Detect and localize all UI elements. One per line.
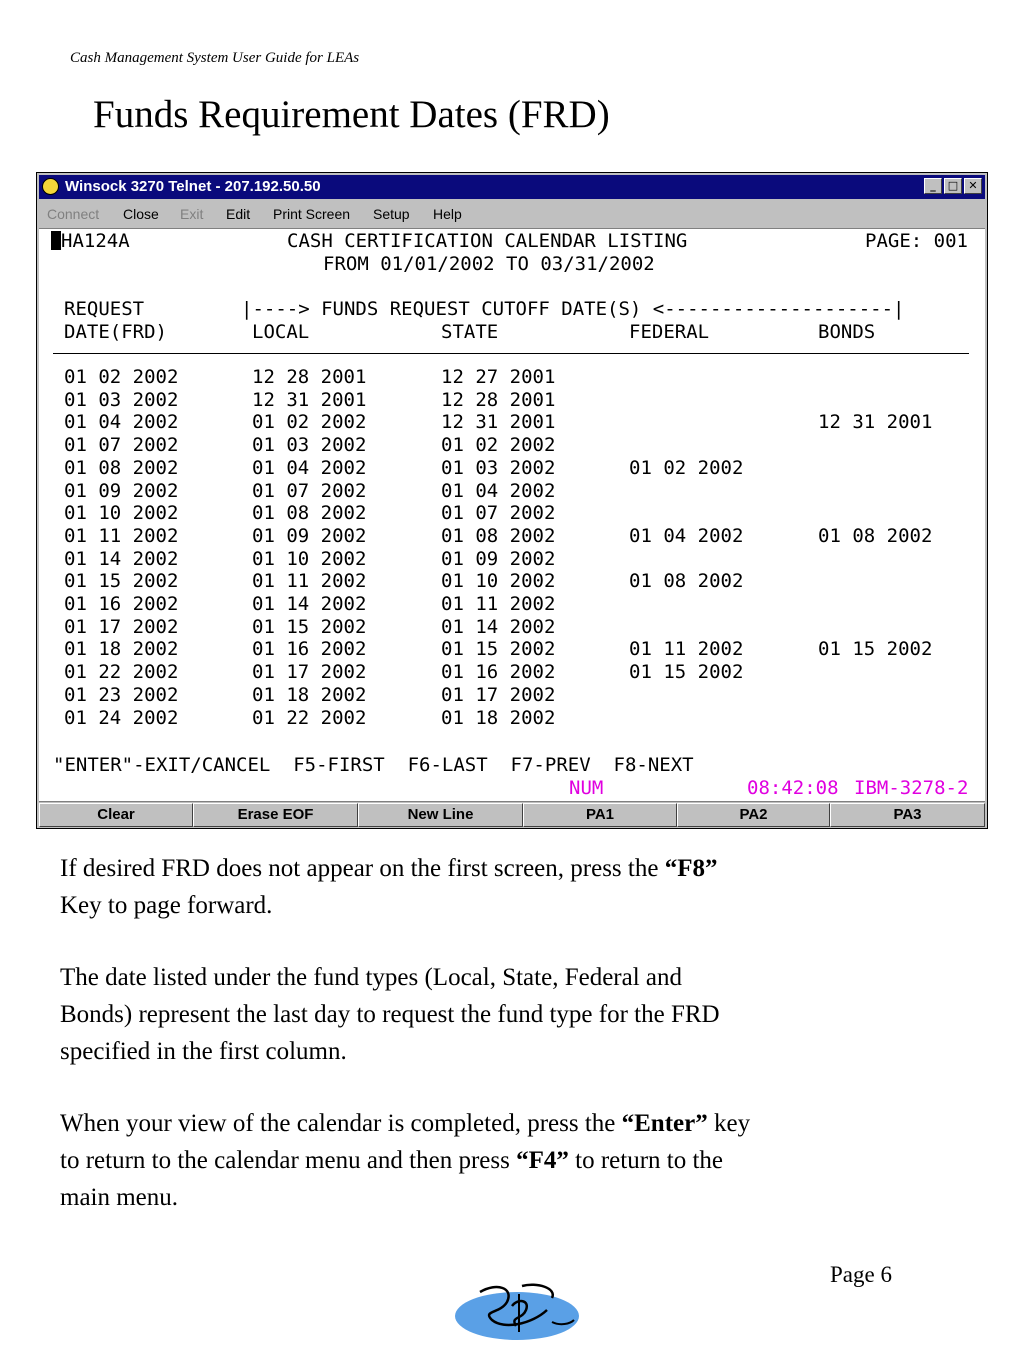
table-row xyxy=(39,661,985,684)
cell-federal: 01 15 2002 xyxy=(629,661,744,684)
col-bonds: BONDS xyxy=(818,321,876,343)
cell-frd: 01 15 2002 xyxy=(64,570,179,593)
menu-connect[interactable]: Connect xyxy=(47,206,100,222)
cell-state: 01 16 2002 xyxy=(441,661,556,684)
cell-local: 01 04 2002 xyxy=(252,456,367,479)
cell-local: 01 22 2002 xyxy=(252,706,367,729)
cell-state: 01 18 2002 xyxy=(441,706,556,729)
new-line-button[interactable]: New Line xyxy=(358,803,523,827)
table-row xyxy=(39,638,985,661)
page-number: Page 6 xyxy=(830,1262,892,1287)
function-key-bar xyxy=(39,801,985,828)
status-terminal: IBM-3278-2 xyxy=(854,777,969,799)
cell-state: 01 15 2002 xyxy=(441,638,556,661)
cell-bonds: 12 31 2001 xyxy=(818,411,933,434)
cell-frd: 01 16 2002 xyxy=(64,593,179,615)
pa2-button[interactable]: PA2 xyxy=(677,803,830,827)
cell-local: 01 08 2002 xyxy=(252,502,367,525)
cell-frd: 01 02 2002 xyxy=(64,366,179,388)
title-bar[interactable] xyxy=(39,175,985,199)
cell-state: 12 31 2001 xyxy=(441,411,556,434)
cell-frd: 01 07 2002 xyxy=(64,434,179,457)
cell-federal: 01 04 2002 xyxy=(629,524,744,547)
dollar-logo-icon xyxy=(452,1280,582,1342)
text-cursor xyxy=(51,231,61,250)
col-local: LOCAL xyxy=(252,321,310,343)
p2-line-2: Bonds) represent the last day to request the fund type for the FRD xyxy=(60,1001,720,1028)
cell-local: 12 28 2001 xyxy=(252,366,367,388)
cell-state: 12 28 2001 xyxy=(441,388,556,411)
erase-eof-button[interactable]: Erase EOF xyxy=(193,803,358,827)
table-row xyxy=(39,684,985,707)
cell-frd: 01 04 2002 xyxy=(64,411,179,434)
cell-local: 01 10 2002 xyxy=(252,547,367,570)
cell-state: 01 14 2002 xyxy=(441,615,556,638)
page-title: Funds Requirement Dates (FRD) xyxy=(93,93,610,136)
cell-federal: 01 02 2002 xyxy=(629,456,744,479)
paragraph-fund-dates xyxy=(60,959,920,1070)
table-row xyxy=(39,570,985,593)
paragraph-page-forward xyxy=(60,850,920,924)
cutoff-banner: |----> FUNDS REQUEST CUTOFF DATE(S) <--------------------| xyxy=(241,298,905,320)
window-title: Winsock 3270 Telnet - 207.192.50.50 xyxy=(65,178,321,195)
close-button[interactable]: ✕ xyxy=(964,178,982,194)
status-time: 08:42:08 xyxy=(747,777,839,799)
menu-setup[interactable]: Setup xyxy=(373,206,410,222)
menu-close[interactable]: Close xyxy=(123,206,159,222)
col-federal: FEDERAL xyxy=(629,321,710,343)
window-controls xyxy=(924,178,982,194)
table-row xyxy=(39,616,985,639)
cell-state: 01 07 2002 xyxy=(441,502,556,525)
table-row xyxy=(39,707,985,730)
pa3-button[interactable]: PA3 xyxy=(830,803,985,827)
clear-button[interactable]: Clear xyxy=(39,803,193,827)
table-row xyxy=(39,593,985,616)
screen-id: HA124A xyxy=(61,230,130,252)
p3-text-5: main menu. xyxy=(60,1184,179,1211)
col-request: REQUEST xyxy=(64,298,145,320)
cell-bonds: 01 08 2002 xyxy=(818,524,933,547)
cell-frd: 01 18 2002 xyxy=(64,638,179,661)
cell-local: 01 16 2002 xyxy=(252,638,367,661)
cell-local: 01 03 2002 xyxy=(252,434,367,457)
p1-text: If desired FRD does not appear on the first screen, press the xyxy=(60,855,665,882)
cell-local: 01 02 2002 xyxy=(252,411,367,434)
maximize-button[interactable]: □ xyxy=(944,178,962,194)
p2-line-3: specified in the first column. xyxy=(60,1038,347,1065)
cell-state: 01 03 2002 xyxy=(441,456,556,479)
p1-text-end: Key to page forward. xyxy=(60,892,273,919)
cell-state: 12 27 2001 xyxy=(441,366,556,388)
table-row xyxy=(39,434,985,457)
p3-enter-key: “Enter” xyxy=(621,1110,708,1137)
status-num: NUM xyxy=(569,777,604,799)
cell-local: 01 14 2002 xyxy=(252,593,367,615)
table-row xyxy=(39,457,985,480)
cell-federal: 01 11 2002 xyxy=(629,638,744,661)
table-row xyxy=(39,389,985,412)
p3-text-4: to return to the xyxy=(568,1147,724,1174)
table-row xyxy=(39,411,985,434)
cell-frd: 01 08 2002 xyxy=(64,456,179,479)
p2-line-1: The date listed under the fund types (Local, State, Federal and xyxy=(60,964,683,991)
cell-frd: 01 14 2002 xyxy=(64,547,179,570)
cell-frd: 01 11 2002 xyxy=(64,524,179,547)
date-range: FROM 01/01/2002 TO 03/31/2002 xyxy=(323,253,655,275)
cell-state: 01 17 2002 xyxy=(441,683,556,706)
cell-state: 01 10 2002 xyxy=(441,570,556,593)
p3-f4-key: “F4” xyxy=(516,1147,569,1174)
cell-local: 01 11 2002 xyxy=(252,570,367,593)
terminal-window xyxy=(36,172,988,829)
menu-bar xyxy=(39,201,985,227)
screen-heading: CASH CERTIFICATION CALENDAR LISTING xyxy=(287,230,688,252)
cell-frd: 01 24 2002 xyxy=(64,706,179,729)
header-divider xyxy=(53,353,969,354)
menu-exit[interactable]: Exit xyxy=(180,206,204,222)
cell-state: 01 08 2002 xyxy=(441,524,556,547)
app-icon xyxy=(42,178,59,195)
col-request-date: DATE(FRD) xyxy=(64,321,167,343)
cell-bonds: 01 15 2002 xyxy=(818,638,933,661)
table-row xyxy=(39,548,985,571)
cell-local: 01 17 2002 xyxy=(252,661,367,684)
cell-frd: 01 10 2002 xyxy=(64,502,179,525)
p3-text-2: key xyxy=(707,1110,751,1137)
table-row xyxy=(39,525,985,548)
cell-local: 12 31 2001 xyxy=(252,388,367,411)
menu-help[interactable]: Help xyxy=(433,206,462,222)
cell-frd: 01 22 2002 xyxy=(64,661,179,684)
cell-local: 01 15 2002 xyxy=(252,615,367,638)
screen-id-line xyxy=(51,230,130,253)
menu-print-screen[interactable]: Print Screen xyxy=(273,206,351,222)
cell-frd: 01 09 2002 xyxy=(64,479,179,502)
cell-frd: 01 17 2002 xyxy=(64,615,179,638)
cell-state: 01 02 2002 xyxy=(441,434,556,457)
menu-edit[interactable]: Edit xyxy=(226,206,251,222)
key-help: "ENTER"-EXIT/CANCEL F5-FIRST F6-LAST F7-PREV F8-NEXT xyxy=(53,754,694,776)
col-state: STATE xyxy=(441,321,499,343)
cell-federal: 01 08 2002 xyxy=(629,570,744,593)
cell-state: 01 04 2002 xyxy=(441,479,556,502)
cell-local: 01 09 2002 xyxy=(252,524,367,547)
header-note: Cash Management System User Guide for LEAs xyxy=(70,50,360,66)
paragraph-return-menu xyxy=(60,1105,920,1216)
cell-frd: 01 03 2002 xyxy=(64,388,179,411)
minimize-button[interactable]: _ xyxy=(924,178,942,194)
cell-state: 01 09 2002 xyxy=(441,547,556,570)
table-row xyxy=(39,480,985,503)
table-row xyxy=(39,502,985,525)
pa1-button[interactable]: PA1 xyxy=(523,803,677,827)
cell-frd: 01 23 2002 xyxy=(64,683,179,706)
cell-local: 01 07 2002 xyxy=(252,479,367,502)
p3-text-3: to return to the calendar menu and then press xyxy=(60,1147,517,1174)
page-info: PAGE: 001 xyxy=(865,230,968,252)
table-row xyxy=(39,366,985,389)
p1-key: “F8” xyxy=(664,855,718,882)
cell-local: 01 18 2002 xyxy=(252,683,367,706)
cell-state: 01 11 2002 xyxy=(441,593,556,615)
p3-text-1: When your view of the calendar is completed, press the xyxy=(60,1110,622,1137)
terminal-screen[interactable] xyxy=(39,228,985,804)
